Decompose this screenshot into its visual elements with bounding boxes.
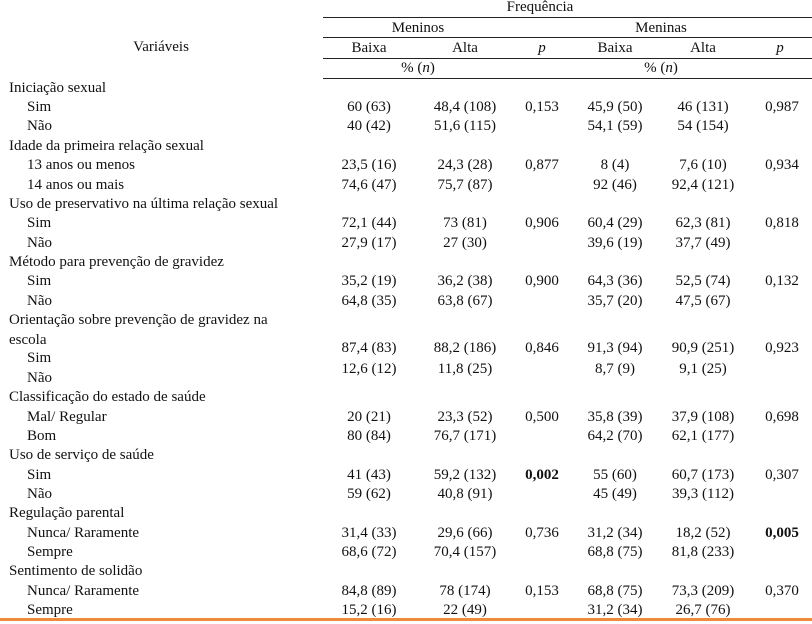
boys-high-cell: 88,2 (186) <box>433 340 497 356</box>
girls-high-cell: 52,5 (74) <box>675 273 731 289</box>
group-label: Classificação do estado de saúde <box>9 389 206 405</box>
boys-high-cell: 73 (81) <box>443 215 487 231</box>
boys-high-cell: 78 (174) <box>439 583 491 599</box>
header-p-boys: p <box>538 40 546 56</box>
girls-high-cell: 73,3 (209) <box>671 583 735 599</box>
boys-low-cell: 40 (42) <box>347 118 391 134</box>
boys-high-cell: 22 (49) <box>443 602 487 618</box>
girls-low-cell: 45 (49) <box>593 486 637 502</box>
boys-low-cell: 27,9 (17) <box>341 235 397 251</box>
row-label: Sempre <box>27 544 73 560</box>
row-label: 14 anos ou mais <box>27 177 125 193</box>
girls-high-cell: 39,3 (112) <box>672 486 734 502</box>
girls-high-cell: 60,7 (173) <box>671 467 735 483</box>
row-label: Sim <box>27 273 52 289</box>
boys-p-cell: 0,846 <box>525 340 559 356</box>
header-high-boys: Alta <box>452 40 478 56</box>
row-label: Mal/ Regular <box>27 409 107 425</box>
boys-p-cell: 0,906 <box>525 215 559 231</box>
header-percent-n-girls: % (n) <box>644 60 678 76</box>
boys-low-cell: 35,2 (19) <box>341 273 397 289</box>
girls-high-cell: 81,8 (233) <box>671 544 735 560</box>
girls-low-cell: 31,2 (34) <box>587 525 643 541</box>
boys-low-cell: 64,8 (35) <box>341 293 397 309</box>
girls-p-cell: 0,005 <box>765 525 799 541</box>
row-label: Sim <box>27 350 52 366</box>
boys-high-cell: 23,3 (52) <box>437 409 493 425</box>
boys-p-cell: 0,153 <box>525 99 559 115</box>
boys-high-cell: 48,4 (108) <box>433 99 497 115</box>
girls-low-cell: 39,6 (19) <box>587 235 643 251</box>
boys-high-cell: 59,2 (132) <box>433 467 497 483</box>
boys-high-cell: 11,8 (25) <box>437 361 493 377</box>
girls-low-cell: 35,8 (39) <box>587 409 643 425</box>
group-label: escola <box>9 332 47 348</box>
girls-low-cell: 92 (46) <box>593 177 637 193</box>
header-high-girls: Alta <box>690 40 716 56</box>
boys-p-cell: 0,002 <box>525 467 559 483</box>
group-label: Iniciação sexual <box>9 80 107 96</box>
row-label: Sim <box>27 215 52 231</box>
row-label: Não <box>27 293 52 309</box>
boys-low-cell: 74,6 (47) <box>341 177 397 193</box>
boys-p-cell: 0,500 <box>525 409 559 425</box>
girls-high-cell: 37,7 (49) <box>675 235 731 251</box>
divider <box>323 37 812 38</box>
group-label: Uso de preservativo na última relação sexual <box>9 196 279 212</box>
boys-p-cell: 0,153 <box>525 583 559 599</box>
girls-p-cell: 0,370 <box>765 583 799 599</box>
divider <box>323 17 812 18</box>
boys-low-cell: 15,2 (16) <box>341 602 397 618</box>
boys-high-cell: 36,2 (38) <box>437 273 493 289</box>
girls-high-cell: 90,9 (251) <box>671 340 735 356</box>
divider <box>323 58 812 59</box>
girls-low-cell: 8 (4) <box>600 157 630 173</box>
girls-high-cell: 9,1 (25) <box>679 361 727 377</box>
girls-low-cell: 31,2 (34) <box>587 602 643 618</box>
boys-high-cell: 63,8 (67) <box>437 293 493 309</box>
header-low-girls: Baixa <box>597 40 633 56</box>
girls-p-cell: 0,132 <box>765 273 799 289</box>
boys-low-cell: 84,8 (89) <box>341 583 397 599</box>
row-label: Não <box>27 486 52 502</box>
girls-high-cell: 92,4 (121) <box>671 177 735 193</box>
header-boys: Meninos <box>391 20 445 36</box>
boys-low-cell: 87,4 (83) <box>341 340 397 356</box>
girls-low-cell: 60,4 (29) <box>587 215 643 231</box>
boys-low-cell: 31,4 (33) <box>341 525 397 541</box>
girls-p-cell: 0,923 <box>765 340 799 356</box>
boys-high-cell: 29,6 (66) <box>437 525 493 541</box>
boys-low-cell: 72,1 (44) <box>341 215 397 231</box>
girls-high-cell: 47,5 (67) <box>675 293 731 309</box>
girls-p-cell: 0,934 <box>765 157 799 173</box>
row-label: Não <box>27 235 52 251</box>
boys-low-cell: 41 (43) <box>347 467 391 483</box>
boys-high-cell: 40,8 (91) <box>437 486 493 502</box>
group-label: Idade da primeira relação sexual <box>9 138 204 154</box>
boys-low-cell: 60 (63) <box>347 99 391 115</box>
boys-p-cell: 0,900 <box>525 273 559 289</box>
header-p-girls: p <box>776 40 784 56</box>
header-low-boys: Baixa <box>351 40 387 56</box>
boys-low-cell: 12,6 (12) <box>341 361 397 377</box>
header-percent-n-boys: % (n) <box>401 60 435 76</box>
girls-p-cell: 0,987 <box>765 99 799 115</box>
boys-high-cell: 27 (30) <box>443 235 487 251</box>
girls-high-cell: 37,9 (108) <box>671 409 735 425</box>
bottom-border <box>0 618 812 621</box>
girls-low-cell: 55 (60) <box>593 467 637 483</box>
boys-p-cell: 0,736 <box>525 525 559 541</box>
girls-high-cell: 62,3 (81) <box>675 215 731 231</box>
row-label: 13 anos ou menos <box>27 157 135 173</box>
girls-low-cell: 91,3 (94) <box>587 340 643 356</box>
girls-low-cell: 64,2 (70) <box>587 428 643 444</box>
row-label: Sempre <box>27 602 73 618</box>
row-label: Sim <box>27 99 52 115</box>
boys-high-cell: 51,6 (115) <box>434 118 496 134</box>
group-label: Orientação sobre prevenção de gravidez na <box>9 312 268 328</box>
boys-low-cell: 59 (62) <box>347 486 391 502</box>
girls-low-cell: 68,8 (75) <box>587 544 643 560</box>
girls-high-cell: 7,6 (10) <box>679 157 727 173</box>
header-girls: Meninas <box>635 20 687 36</box>
girls-high-cell: 54 (154) <box>677 118 729 134</box>
header-variables: Variáveis <box>133 39 189 55</box>
row-label: Nunca/ Raramente <box>27 583 140 599</box>
row-label: Bom <box>27 428 57 444</box>
boys-high-cell: 24,3 (28) <box>437 157 493 173</box>
group-label: Sentimento de solidão <box>9 563 143 579</box>
girls-low-cell: 64,3 (36) <box>587 273 643 289</box>
boys-low-cell: 68,6 (72) <box>341 544 397 560</box>
divider <box>323 78 812 79</box>
boys-high-cell: 70,4 (157) <box>433 544 497 560</box>
girls-p-cell: 0,698 <box>765 409 799 425</box>
girls-high-cell: 18,2 (52) <box>675 525 731 541</box>
girls-p-cell: 0,818 <box>765 215 799 231</box>
girls-high-cell: 62,1 (177) <box>671 428 735 444</box>
boys-high-cell: 75,7 (87) <box>437 177 493 193</box>
group-label: Regulação parental <box>9 505 125 521</box>
girls-low-cell: 68,8 (75) <box>587 583 643 599</box>
girls-high-cell: 46 (131) <box>677 99 729 115</box>
row-label: Nunca/ Raramente <box>27 525 140 541</box>
girls-low-cell: 45,9 (50) <box>587 99 643 115</box>
girls-low-cell: 35,7 (20) <box>587 293 643 309</box>
boys-low-cell: 80 (84) <box>347 428 391 444</box>
row-label: Não <box>27 370 52 386</box>
row-label: Sim <box>27 467 52 483</box>
group-label: Uso de serviço de saúde <box>9 447 154 463</box>
boys-high-cell: 76,7 (171) <box>433 428 497 444</box>
row-label: Não <box>27 118 52 134</box>
girls-high-cell: 26,7 (76) <box>675 602 731 618</box>
girls-low-cell: 8,7 (9) <box>595 361 635 377</box>
girls-p-cell: 0,307 <box>765 467 799 483</box>
group-label: Método para prevenção de gravidez <box>9 254 224 270</box>
girls-low-cell: 54,1 (59) <box>587 118 643 134</box>
boys-low-cell: 23,5 (16) <box>341 157 397 173</box>
boys-p-cell: 0,877 <box>525 157 559 173</box>
boys-low-cell: 20 (21) <box>347 409 391 425</box>
header-frequency: Frequência <box>506 0 574 15</box>
